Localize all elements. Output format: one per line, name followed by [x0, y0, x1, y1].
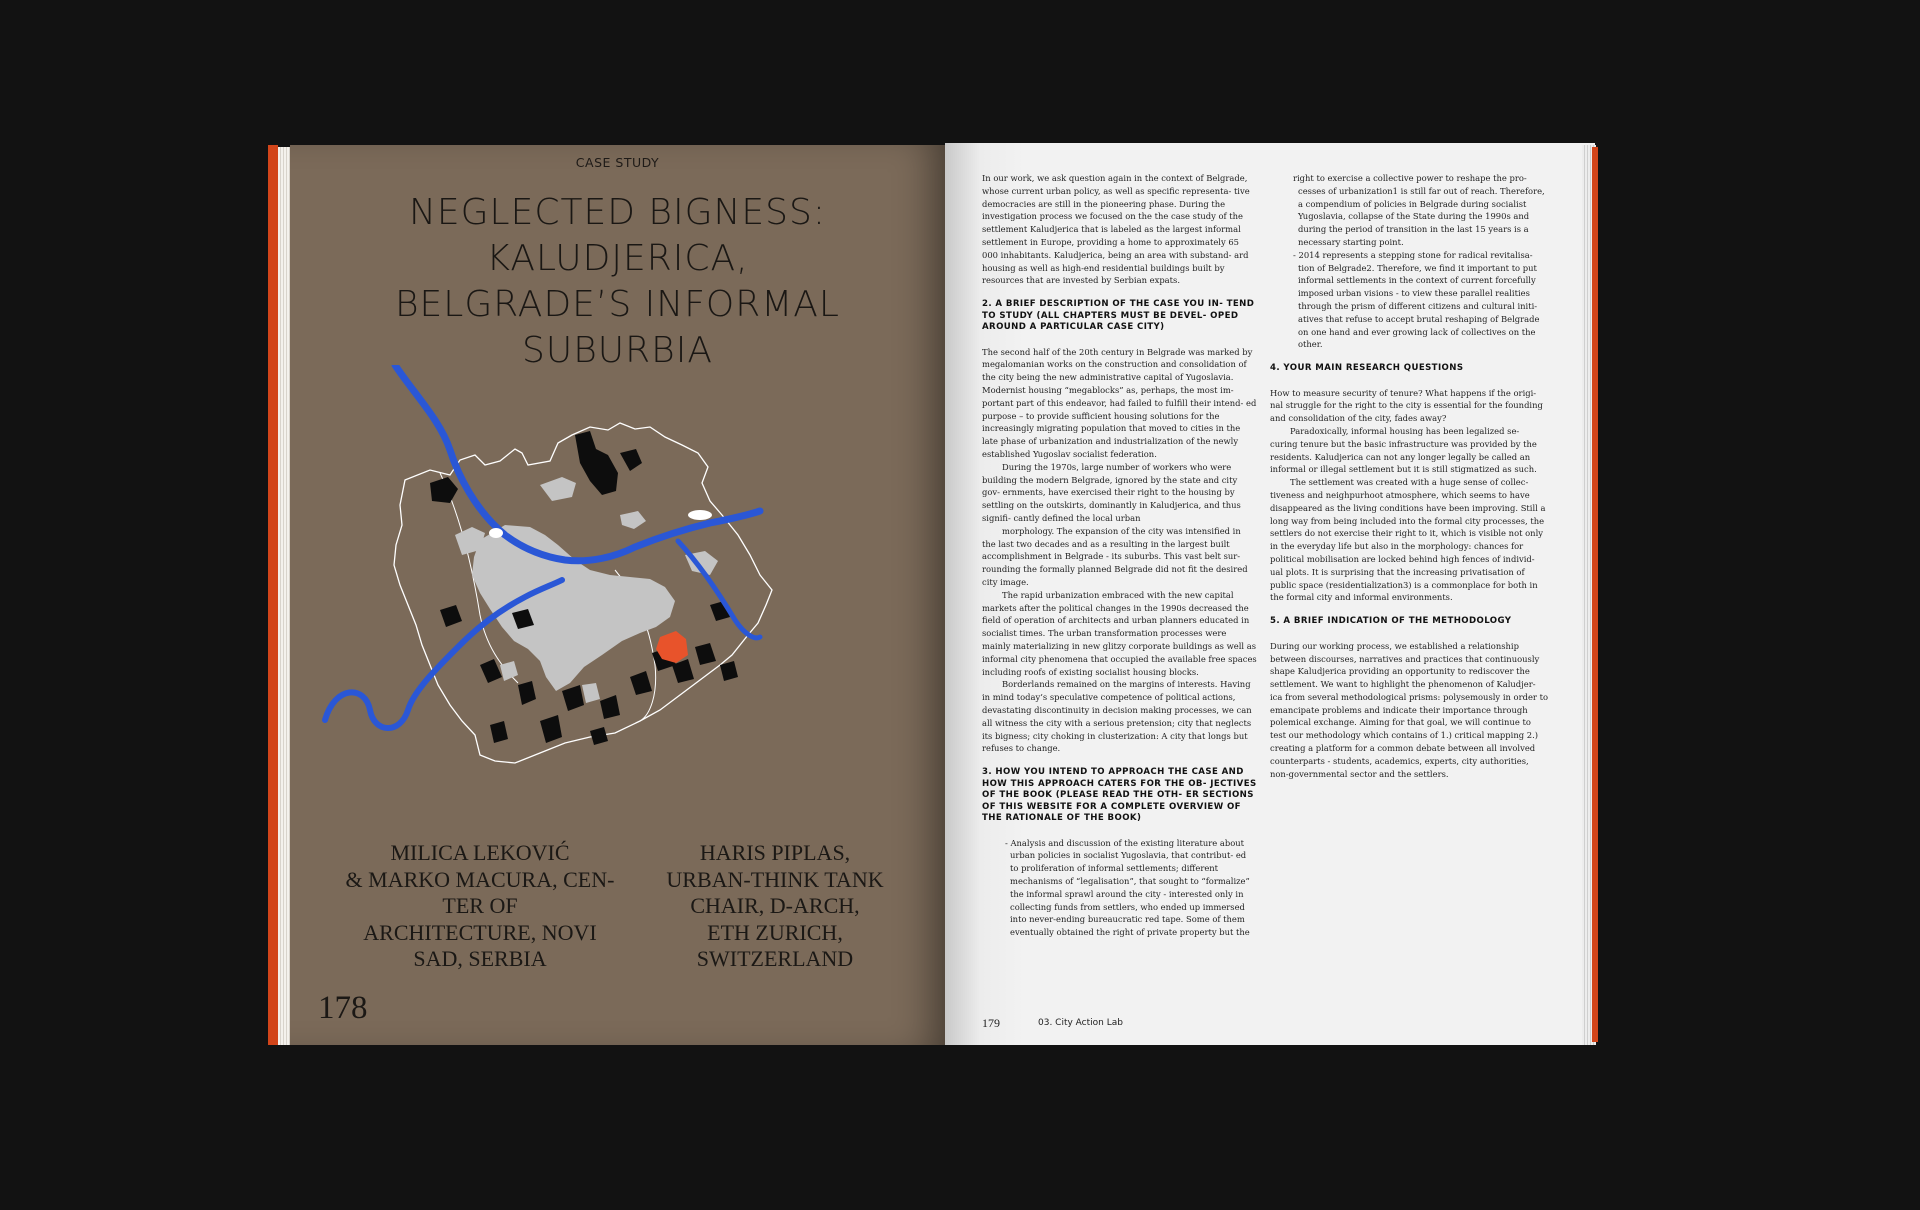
author-line: MILICA LEKOVIĆ [390, 840, 570, 865]
bullet-continuation: right to exercise a collective power to reshape the pro- cesses of urbanization1 is still far out of reach. Therefore, a compendium of policies in Belgrade during socialist Yugoslavia, collapse of the State during the 1990s and during the period of transition in the last 15 years is a necessary starting point. [1293, 173, 1545, 247]
page-title [310, 190, 925, 374]
river-island [688, 510, 712, 520]
section-heading-4: 4. YOUR MAIN RESEARCH QUESTIONS [1270, 363, 1464, 374]
river-island [489, 528, 503, 538]
body-paragraph: Paradoxically, informal housing has been legalized se- curing tenure but the basic infrastructure was provided by the residents. Kaludjerica can not any longer legally be called an informal or illegal settlement but it is still stigmatized as such. [1270, 426, 1537, 475]
bullet-paragraph: - Analysis and discussion of the existing literature about urban policies in socialist Yugoslavia, that contribut- ed to proliferation of informal settlements; different mechanisms of “legalisation”, that sought to “formalize” the informal sprawl around the city - interested only in collecting funds from settlers, who ended up immersed into never-ending bureaucratic red tape. Some of them eventually obtained the right of private property but the [1005, 837, 1250, 938]
author-line: CHAIR, D-ARCH, [690, 893, 860, 918]
intro-paragraph: In our work, we ask question again in the context of Belgrade, whose current urban policy, as well as specific representa- tive democracies are still in the pioneering phase. During the investigation process we focused on the the case study of the settlement Kaludjerica that is labeled as the largest informal settlement in Europe, providing a home to approximately 65 000 inhabitants. Kaludjerica, being an area with substand- ard housing as well as high-end residential buildings built by resources that are invested by Serbian expats. [982, 173, 1250, 286]
body-paragraph: morphology. The expansion of the city was intensified in the last two decades and as a resulting in the largest built accomplishment in Belgrade - its suburbs. This vast belt sur- rounding the formally planned Belgrade did not fit the desired city image. [982, 525, 1248, 588]
body-paragraph: During our working process, we established a relationship between discourses, narratives and practices that continuously shape Kaludjerica providing an opportunity to rediscover the settlement. We want to highlight the phenomenon of Kaludjer- ica from several methodological prisms: polysemously in order to emancipate problems and indicate their importance through polemical exchange. Aiming for that goal, we will continue to test our methodology which contains of 1.) critical mapping 2.) creating a platform for a common debate between all involved counterparts - students, academics, experts, city authorities, non-governmental sector and the settlers. [1270, 640, 1548, 779]
section-heading-2: 2. A BRIEF DESCRIPTION OF THE CASE YOU IN- TEND TO STUDY (ALL CHAPTERS MUST BE DEVEL- OPED AROUND A PARTICULAR CASE CITY) [982, 299, 1255, 333]
author-line: SAD, SERBIA [413, 946, 547, 971]
body-paragraph: The rapid urbanization embraced with the new capital markets after the political changes in the 1990s decreased the field of operation of architects and urban planners educated in socialist times. The urban transformation processes were mainly materializing in new glitzy corporate buildings as well as informal city phenomena that occupied the available free spaces including roofs of existing socialist housing blocks. [982, 589, 1257, 677]
belgrade-map [290, 365, 945, 785]
title-line: SUBURBIA [522, 330, 713, 371]
danube-river-lower [678, 541, 760, 638]
text-column-2 [1270, 172, 1548, 780]
bullet-paragraph: - 2014 represents a stepping stone for radical revitalisa- tion of Belgrade2. Therefore, we find it important to put informal settlements in the context of current forcefully imposed urban visions - to view these parallel realities through the prism of different citizens and cultural initi- atives that refuse to accept brutal reshaping of Belgrade on one hand and ever growing lack of collectives on the other. [1293, 249, 1540, 350]
author-line: ARCHITECTURE, NOVI [363, 919, 597, 945]
book-page-edges-left [278, 147, 290, 1045]
body-paragraph: The settlement was created with a huge sense of collec- tiveness and neighpurhoot atmosphere, which seems to have disappeared as the living conditions have been improving. Still a long way from being included into the formal city processes, the settlers do not exercise their right to it, which is visible not only in the everyday life but also in the morphology: chances for political mobilisation are locked behind high fences of individ- ual plots. It is surprising that the increasing privatisation of public space (residentialization3) is a commonplace for both in the formal city and informal environments. [1270, 477, 1546, 603]
title-line: NEGLECTED BIGNESS: [408, 192, 826, 233]
author-line: HARIS PIPLAS, [699, 840, 851, 865]
author-line: ETH ZURICH, [707, 919, 843, 945]
book-edge-orange-left [268, 145, 278, 1045]
title-line: KALUDJERICA, [486, 238, 749, 279]
text-column-1 [982, 172, 1257, 939]
page-number-left: 178 [318, 990, 368, 1026]
section-heading-3: 3. HOW YOU INTEND TO APPROACH THE CASE AND HOW THIS APPROACH CATERS FOR THE OB- JECTIVES OF THE BOOK (PLEASE READ THE OTH- ER SECTIONS OF THIS WEBSITE FOR A COMPLETE OVERVIEW OF THE RATIONALE OF THE BOOK) [982, 767, 1257, 824]
book-edge-orange-right [1592, 147, 1598, 1042]
body-paragraph: How to measure security of tenure? What happens if the origi- nal struggle for the right to the city is essential for the founding and consolidation of the city, fades away? [1270, 387, 1543, 424]
body-paragraph: During the 1970s, large number of workers who were building the modern Belgrade, ignored by the state and city gov- ernments, have exercised their right to the housing by settling on the outskirts, dominantly in Kaludjerica, and thus signifi- cantly defined the local urban [982, 461, 1241, 524]
case-study-kicker: CASE STUDY [575, 155, 660, 170]
body-paragraph: The second half of the 20th century in Belgrade was marked by megalomanian works on the construction and consolidation of the city being the new administrative capital of Yugoslavia. Modernist housing “megablocks” as, perhaps, the most im- portant part of this endeavor, had failed to fulfill their intend- ed purpose – to provide sufficient housing solutions for the increasingly migrating population that moved to cities in the late phase of urbanization and industrialization of the newly established Yugoslav socialist federation. [982, 346, 1257, 460]
left-page [290, 145, 945, 1045]
page-number-right: 179 [982, 1016, 1000, 1030]
body-paragraph: Borderlands remained on the margins of interests. Having in mind today’s speculative competence of political actions, devastating discontinuity in decision making processes, we can all witness the city with a serious pretension; city that neglects its bigness; city choking in clusterization: A city that longs but refuses to change. [982, 679, 1252, 754]
section-heading-5: 5. A BRIEF INDICATION OF THE METHODOLOGY [1270, 616, 1512, 627]
author-line: URBAN-THINK TANK [666, 866, 884, 892]
author-line: SWITZERLAND [696, 946, 854, 971]
authors-block-1 [330, 840, 630, 973]
author-line: TER OF [442, 893, 518, 918]
running-footer-section: 03. City Action Lab [1038, 1018, 1123, 1028]
authors-block-2 [625, 840, 925, 973]
title-line: BELGRADE’S INFORMAL [394, 284, 840, 325]
author-line: & MARKO MACURA, CEN- [345, 866, 615, 892]
